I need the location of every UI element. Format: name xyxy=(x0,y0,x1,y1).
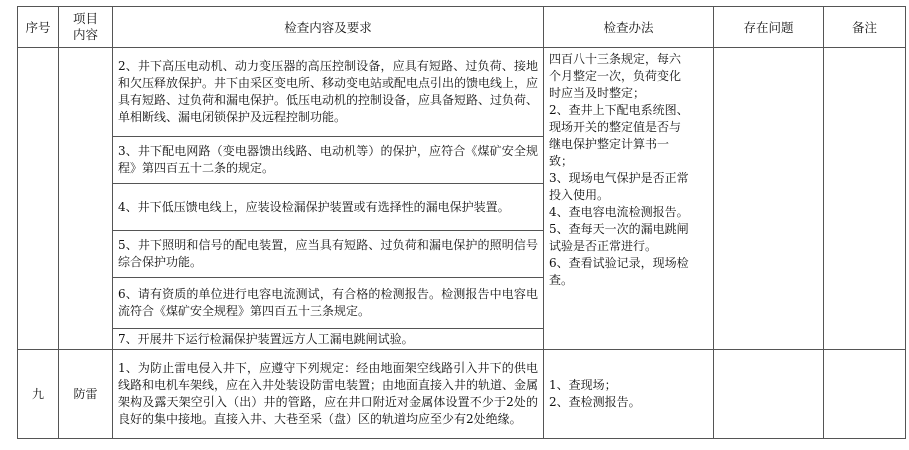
header-remarks: 备注 xyxy=(824,7,906,48)
section9-issues-cell xyxy=(714,350,824,439)
method-cell xyxy=(544,48,714,350)
method-line: 2、查检测报告。 xyxy=(549,395,641,409)
method-line: 致； xyxy=(549,154,574,168)
header-no: 序号 xyxy=(18,7,59,48)
header-item xyxy=(59,7,113,48)
method-line: 6、查看试验记录，现场检 xyxy=(549,256,689,270)
table-row xyxy=(18,350,906,439)
method-line: 3、现场电气保护是否正常 xyxy=(549,171,689,185)
method-line: 四百八十三条规定，每六 xyxy=(549,52,682,66)
method-line: 5、查每天一次的漏电跳闸 xyxy=(549,222,689,236)
inspection-table xyxy=(17,6,906,439)
section9-remarks-cell xyxy=(824,350,906,439)
requirement-cell: 5、井下照明和信号的配电装置，应当具有短路、过负荷和漏电保护的照明信号综合保护功能。 xyxy=(113,231,544,278)
header-item-line2: 内容 xyxy=(72,27,98,42)
method-line: 1、查现场； xyxy=(549,378,617,392)
section9-no: 九 xyxy=(18,350,59,439)
requirement-cell: 2、井下高压电动机、动力变压器的高压控制设备，应具有短路、过负荷、接地和欠压释放保护。井下由采区变电所、移动变电站或配电点引出的馈电线上，应具有短路、过负荷和漏电保护。低压电动机的控制设备，应具备短路、过负荷、单相断线、漏电闭锁保护及远程控制功能。 xyxy=(113,48,544,137)
method-line: 时应当及时整定； xyxy=(549,86,646,100)
method-line: 2、查井上下配电系统图、 xyxy=(549,103,689,117)
method-line: 个月整定一次，负荷变化 xyxy=(549,69,682,83)
section8-item-cell xyxy=(59,48,113,350)
header-row xyxy=(18,7,906,48)
method-line: 4、查电容电流检测报告。 xyxy=(549,205,689,219)
method-line: 查。 xyxy=(549,273,574,287)
header-method: 检查办法 xyxy=(544,7,714,48)
method-line: 现场开关的整定值是否与 xyxy=(549,120,682,134)
section9-requirement: 1、为防止雷电侵入井下，应遵守下列规定：经由地面架空线路引入井下的供电线路和电机车架线，应在入井处装设防雷电装置；由地面直接入井的轨道、金属架构及露天架空引入（出）井的管路，应在井口附近对金属体设置不少于2处的良好的集中接地。直接入井、大巷至采（盘）区的轨道均应至少有2处绝缘。 xyxy=(113,350,544,439)
requirement-cell: 7、开展井下运行检漏保护装置远方人工漏电跳闸试验。 xyxy=(113,329,544,350)
requirement-cell: 4、井下低压馈电线上，应装设检漏保护装置或有选择性的漏电保护装置。 xyxy=(113,184,544,231)
header-issues: 存在问题 xyxy=(714,7,824,48)
header-content: 检查内容及要求 xyxy=(113,7,544,48)
table-row xyxy=(18,48,906,137)
section9-method-cell xyxy=(544,350,714,439)
method-line: 试验是否正常进行。 xyxy=(549,239,658,253)
section8-no-cell xyxy=(18,48,59,350)
requirement-cell: 6、请有资质的单位进行电容电流测试，有合格的检测报告。检测报告中电容电流符合《煤矿安全规程》第四百五十三条规定。 xyxy=(113,278,544,329)
method-line: 继电保护整定计算书一 xyxy=(549,137,670,151)
header-item-line1: 项目 xyxy=(72,11,98,26)
requirement-cell: 3、井下配电网路（变电器馈出线路、电动机等）的保护，应符合《煤矿安全规程》第四百五十二条的规定。 xyxy=(113,137,544,184)
section9-item: 防雷 xyxy=(59,350,113,439)
method-line: 投入使用。 xyxy=(549,188,610,202)
issues-cell xyxy=(714,48,824,350)
remarks-cell xyxy=(824,48,906,350)
